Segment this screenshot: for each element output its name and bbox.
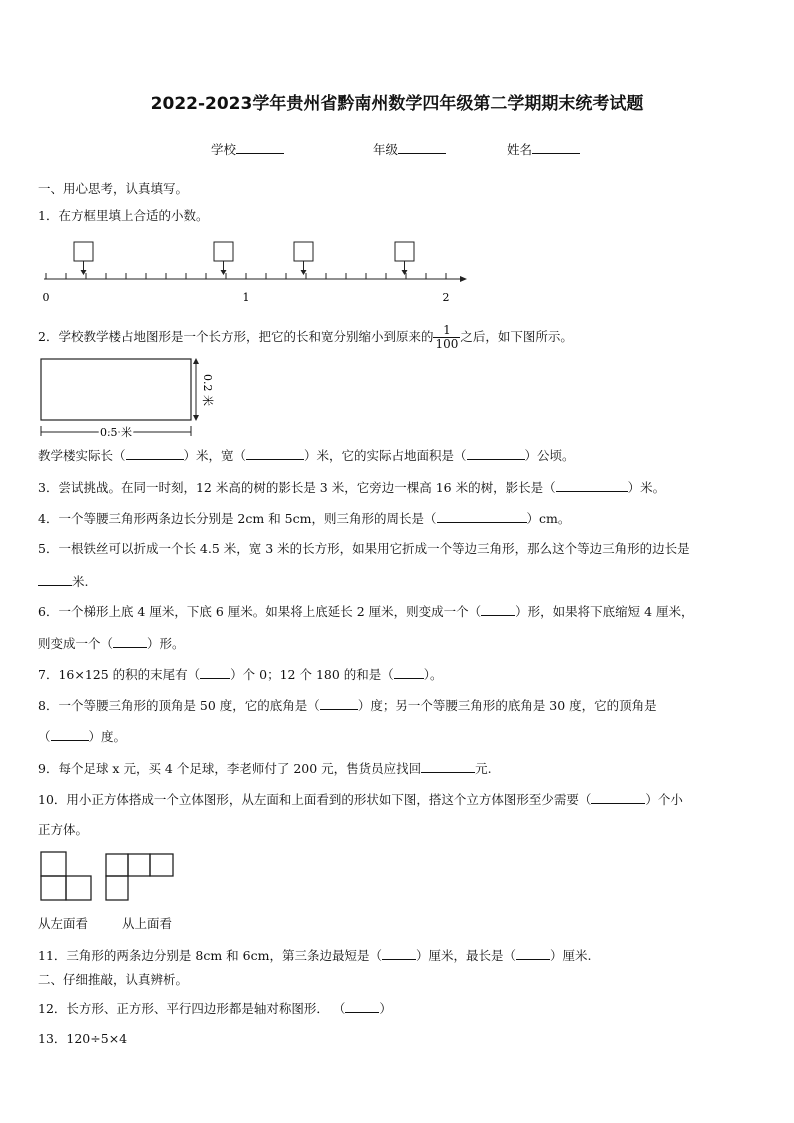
text: ）	[379, 1001, 392, 1016]
text: （	[38, 729, 51, 744]
answer-blank[interactable]	[467, 447, 525, 460]
number-line	[30, 238, 470, 306]
fraction-denominator: 100	[435, 337, 459, 351]
text: ）度。	[88, 729, 127, 744]
q2-text-b: 之后，如下图所示。	[460, 329, 573, 344]
answer-blank[interactable]	[591, 791, 645, 804]
text: 元.	[475, 761, 492, 776]
answer-blank[interactable]	[556, 479, 628, 492]
name-label: 姓名	[507, 142, 533, 157]
answer-box[interactable]	[214, 242, 233, 261]
fraction-numerator: 1	[443, 323, 451, 337]
left-view-label: 从左面看	[38, 916, 89, 931]
answer-blank[interactable]	[113, 635, 147, 648]
q11-text	[38, 947, 591, 964]
top-view	[106, 854, 173, 900]
q6-line2	[38, 635, 185, 652]
answer-box[interactable]	[294, 242, 313, 261]
q2-text	[38, 322, 573, 352]
top-view-label: 从上面看	[122, 916, 173, 931]
answer-blank[interactable]	[481, 603, 515, 616]
text: 10．用小正方体搭成一个立体图形，从左面和上面看到的形状如下图，搭这个立方体图形至少需要（	[38, 792, 592, 807]
answer-box[interactable]	[74, 242, 93, 261]
text: 6．一个梯形上底 4 厘米，下底 6 厘米。如果将上底延长 2 厘米，则变成一个（	[38, 604, 482, 619]
text: 教学楼实际长（	[38, 448, 126, 463]
axis-label-0: 0	[42, 291, 50, 304]
fraction	[433, 324, 460, 351]
text: ）米，宽（	[183, 448, 247, 463]
q5-line2	[38, 573, 88, 590]
answer-blank[interactable]	[382, 947, 416, 960]
q7-text	[38, 666, 443, 683]
width-label: 0.5 米	[100, 426, 132, 439]
q2-answer	[38, 447, 575, 464]
q9-text	[38, 760, 492, 777]
text: 则变成一个（	[38, 636, 114, 651]
answer-blank[interactable]	[200, 666, 230, 679]
text: 4．一个等腰三角形两条边长分别是 2cm 和 5cm，则三角形的周长是（	[38, 511, 437, 526]
section1-heading: 一、用心思考，认真填写。	[38, 181, 189, 196]
grade-blank[interactable]	[398, 141, 446, 154]
answer-blank[interactable]	[516, 947, 550, 960]
answer-box[interactable]	[395, 242, 414, 261]
text: 米.	[72, 574, 89, 589]
grade-field[interactable]	[373, 141, 446, 158]
q8-line1	[38, 697, 657, 714]
views-figure	[38, 850, 183, 905]
text: 11．三角形的两条边分别是 8cm 和 6cm，第三条边最短是（	[38, 948, 382, 963]
school-label: 学校	[211, 142, 237, 157]
text: ）度；另一个等腰三角形的底角是 30 度，它的顶角是	[357, 698, 657, 713]
name-field[interactable]	[507, 141, 580, 158]
text: 3．尝试挑战。在同一时刻，12 米高的树的影长是 3 米，它旁边一棵高 16 米的树，影长是（	[38, 480, 556, 495]
text: ）公顷。	[524, 448, 575, 463]
answer-blank[interactable]	[51, 728, 89, 741]
answer-blank[interactable]	[437, 510, 527, 523]
left-view	[41, 852, 91, 900]
answer-blank[interactable]	[320, 697, 358, 710]
text: 8．一个等腰三角形的顶角是 50 度，它的底角是（	[38, 698, 320, 713]
q10-line1	[38, 791, 683, 808]
text: ）厘米.	[549, 948, 592, 963]
text: ）形。	[147, 636, 185, 651]
answer-blank[interactable]	[421, 760, 475, 773]
q3-text	[38, 479, 665, 496]
q10-line2: 正方体。	[38, 822, 89, 837]
rectangle-figure	[36, 354, 216, 442]
text: ）米。	[627, 480, 666, 495]
q1-text: 1．在方框里填上合适的小数。	[38, 208, 209, 223]
q12-text	[38, 1000, 392, 1017]
grade-label: 年级	[373, 142, 399, 157]
text: ）个 0；12 个 180 的和是（	[230, 667, 394, 682]
text: 7．16×125 的积的末尾有（	[38, 667, 201, 682]
height-label: 0.2 米	[201, 374, 214, 406]
text: ）个小	[645, 792, 683, 807]
answer-blank[interactable]	[126, 447, 184, 460]
section2-heading: 二、仔细推敲，认真辨析。	[38, 972, 189, 987]
axis-label-1: 1	[242, 291, 250, 304]
answer-blank[interactable]	[38, 573, 72, 586]
q2-text-a: 2．学校教学楼占地图形是一个长方形，把它的长和宽分别缩小到原来的	[38, 329, 434, 344]
text: ）形，如果将下底缩短 4 厘米，	[515, 604, 694, 619]
text: ）cm。	[526, 511, 571, 526]
q6-line1	[38, 603, 694, 620]
school-field[interactable]	[211, 141, 284, 158]
school-blank[interactable]	[236, 141, 284, 154]
q13-text: 13．120÷5×4	[38, 1031, 128, 1046]
axis-label-2: 2	[442, 291, 450, 304]
text: ）厘米，最长是（	[415, 948, 516, 963]
page-title: 2022-2023学年贵州省黔南州数学四年级第二学期期末统考试题	[150, 94, 644, 114]
answer-blank[interactable]	[345, 1000, 379, 1013]
text: ）米，它的实际占地面积是（	[304, 448, 467, 463]
text: 12．长方形、正方形、平行四边形都是轴对称图形． （	[38, 1001, 346, 1016]
q8-line2	[38, 728, 126, 745]
answer-blank[interactable]	[246, 447, 304, 460]
answer-blank[interactable]	[394, 666, 424, 679]
name-blank[interactable]	[532, 141, 580, 154]
text: ）。	[423, 667, 443, 682]
text: 9．每个足球 x 元，买 4 个足球，李老师付了 200 元，售货员应找回	[38, 761, 422, 776]
q4-text	[38, 510, 570, 527]
q5-line1: 5．一根铁丝可以折成一个长 4.5 米，宽 3 米的长方形，如果用它折成一个等边三角形，那么这个等边三角形的边长是	[38, 541, 690, 556]
